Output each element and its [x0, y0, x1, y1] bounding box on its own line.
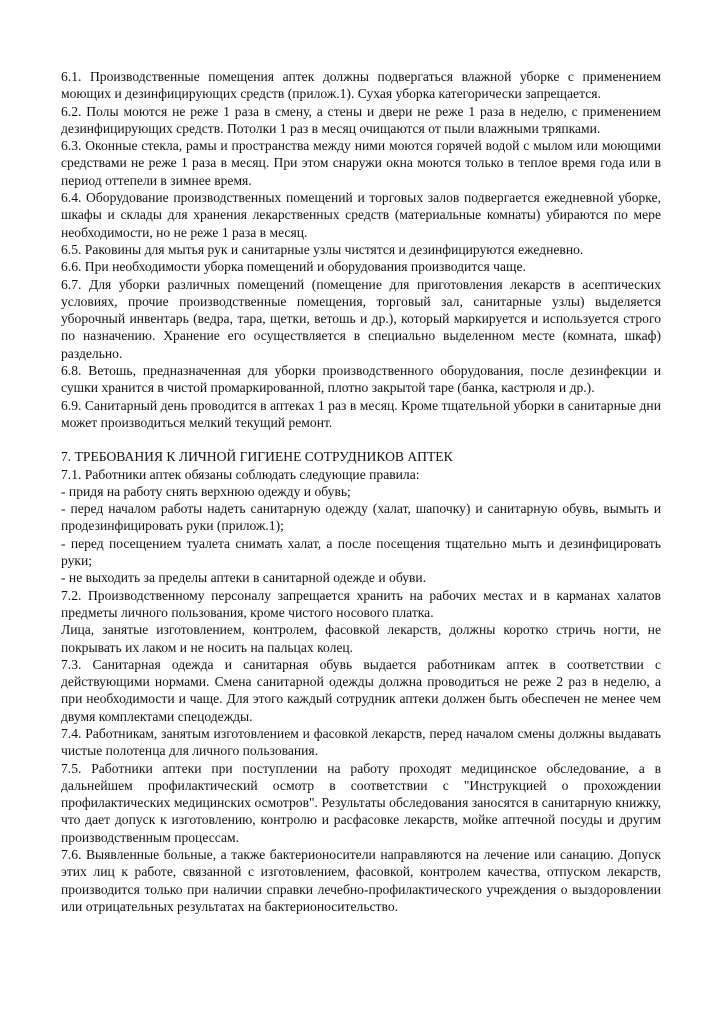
paragraph-6-5: 6.5. Раковины для мытья рук и санитарные узлы чистятся и дезинфицируются ежедневно. [61, 241, 584, 257]
paragraph-6-4: 6.4. Оборудование производственных помещений и торговых залов подвергается ежедневной уборке, шкафы и склады для хранения лекарственных средств (материальные комнаты) убираются по мере необходимости, но не реже 1 раза в месяц. [61, 190, 661, 240]
list-item-2: - перед началом работы надеть санитарную одежду (халат, шапочку) и санитарную обувь, вымыть и продезинфицировать руки (прилож.1); [61, 501, 661, 534]
paragraph-6-2: 6.2. Полы моются не реже 1 раза в смену, а стены и двери не реже 1 раза в неделю, с применением дезинфицирующих средств. Потолки 1 раз в месяц очищаются от пыли влажными тряпками. [61, 103, 661, 136]
paragraph-6-1: 6.1. Производственные помещения аптек должны подвергаться влажной уборке с применением моющих и дезинфицирующих средств (прилож.1). Сухая уборка категорически запрещается. [61, 69, 661, 102]
paragraph-6-9: 6.9. Санитарный день проводится в аптеках 1 раз в месяц. Кроме тщательной уборки в санитарные дни может производиться мелкий текущий ремонт. [61, 397, 661, 430]
section-7-heading: 7. ТРЕБОВАНИЯ К ЛИЧНОЙ ГИГИЕНЕ СОТРУДНИКОВ АПТЕК [61, 449, 453, 465]
paragraph-6-8: 6.8. Ветошь, предназначенная для уборки производственного оборудования, после дезинфекции и сушки хранится в чистой промаркированной, плотно закрытой таре (банка, кастрюля и др.). [61, 363, 661, 396]
section-gap [61, 431, 661, 448]
paragraph-7-5: 7.5. Работники аптеки при поступлении на работу проходят медицинское обследование, а в дальнейшем профилактический осмотр в соответствии с "Инструкцией о прохождении профилактических медицинских осмотров". Результаты обследования заносятся в санитарную книжку, что дает допуск к изготовлению, контролю и расфасовке лекарств, мойке аптечной посуды и другим производственным процессам. [61, 760, 661, 845]
list-item-1: - придя на работу снять верхнюю одежду и обувь; [61, 483, 351, 499]
paragraph-7-6: 7.6. Выявленные больные, а также бактерионосители направляются на лечение или санацию. Допуск этих лиц к работе, связанной с изготовлением, фасовкой, контролем качества, отпуском лекарств, производится только при наличии справки лечебно-профилактического учреждения о выздоровлении или отрицательных результатах на бактерионосительство. [61, 847, 661, 914]
paragraph-7-2-note: Лица, занятые изготовлением, контролем, фасовкой лекарств, должны коротко стричь ногти, не покрывать их лаком и не носить на пальцах колец. [61, 622, 661, 655]
paragraph-6-7: 6.7. Для уборки различных помещений (помещение для приготовления лекарств в асептических условиях, прочие производственные помещения, торговый зал, санитарные узлы) выделяется уборочный инвентарь (ведра, тара, щетки, ветошь и др.), который маркируется и используется строго по назначению. Хранение его осуществляется в специально выделенном месте (комната, шкаф) раздельно. [61, 276, 661, 361]
paragraph-6-6: 6.6. При необходимости уборка помещений и оборудования производится чаще. [61, 259, 526, 275]
paragraph-6-3: 6.3. Оконные стекла, рамы и пространства между ними моются горячей водой с мылом или моющими средствами не реже 1 раза в месяц. При этом снаружи окна моются только в теплое время года или в период оттепели в зимнее время. [61, 138, 661, 188]
list-item-4: - не выходить за пределы аптеки в санитарной одежде и обуви. [61, 570, 427, 586]
paragraph-7-2: 7.2. Производственному персоналу запрещается хранить на рабочих местах и в карманах халатов предметы личного пользования, кроме чистого носового платка. [61, 587, 661, 620]
paragraph-7-4: 7.4. Работникам, занятым изготовлением и фасовкой лекарств, перед началом смены должны выдавать чистые полотенца для личного пользования. [61, 725, 661, 759]
paragraph-7-3: 7.3. Санитарная одежда и санитарная обувь выдается работникам аптек в соответствии с действующими нормами. Смена санитарной одежды должна проводиться не реже 2 раз в неделю, а при необходимости и чаще. Для этого каждый сотрудник аптеки должен быть обеспечен не менее чем двумя комплектами спецодежды. [61, 656, 661, 724]
list-item-3: - перед посещением туалета снимать халат, а после посещения тщательно мыть и дезинфицировать руки; [61, 535, 661, 569]
paragraph-7-1: 7.1. Работники аптек обязаны соблюдать следующие правила: [61, 466, 420, 482]
